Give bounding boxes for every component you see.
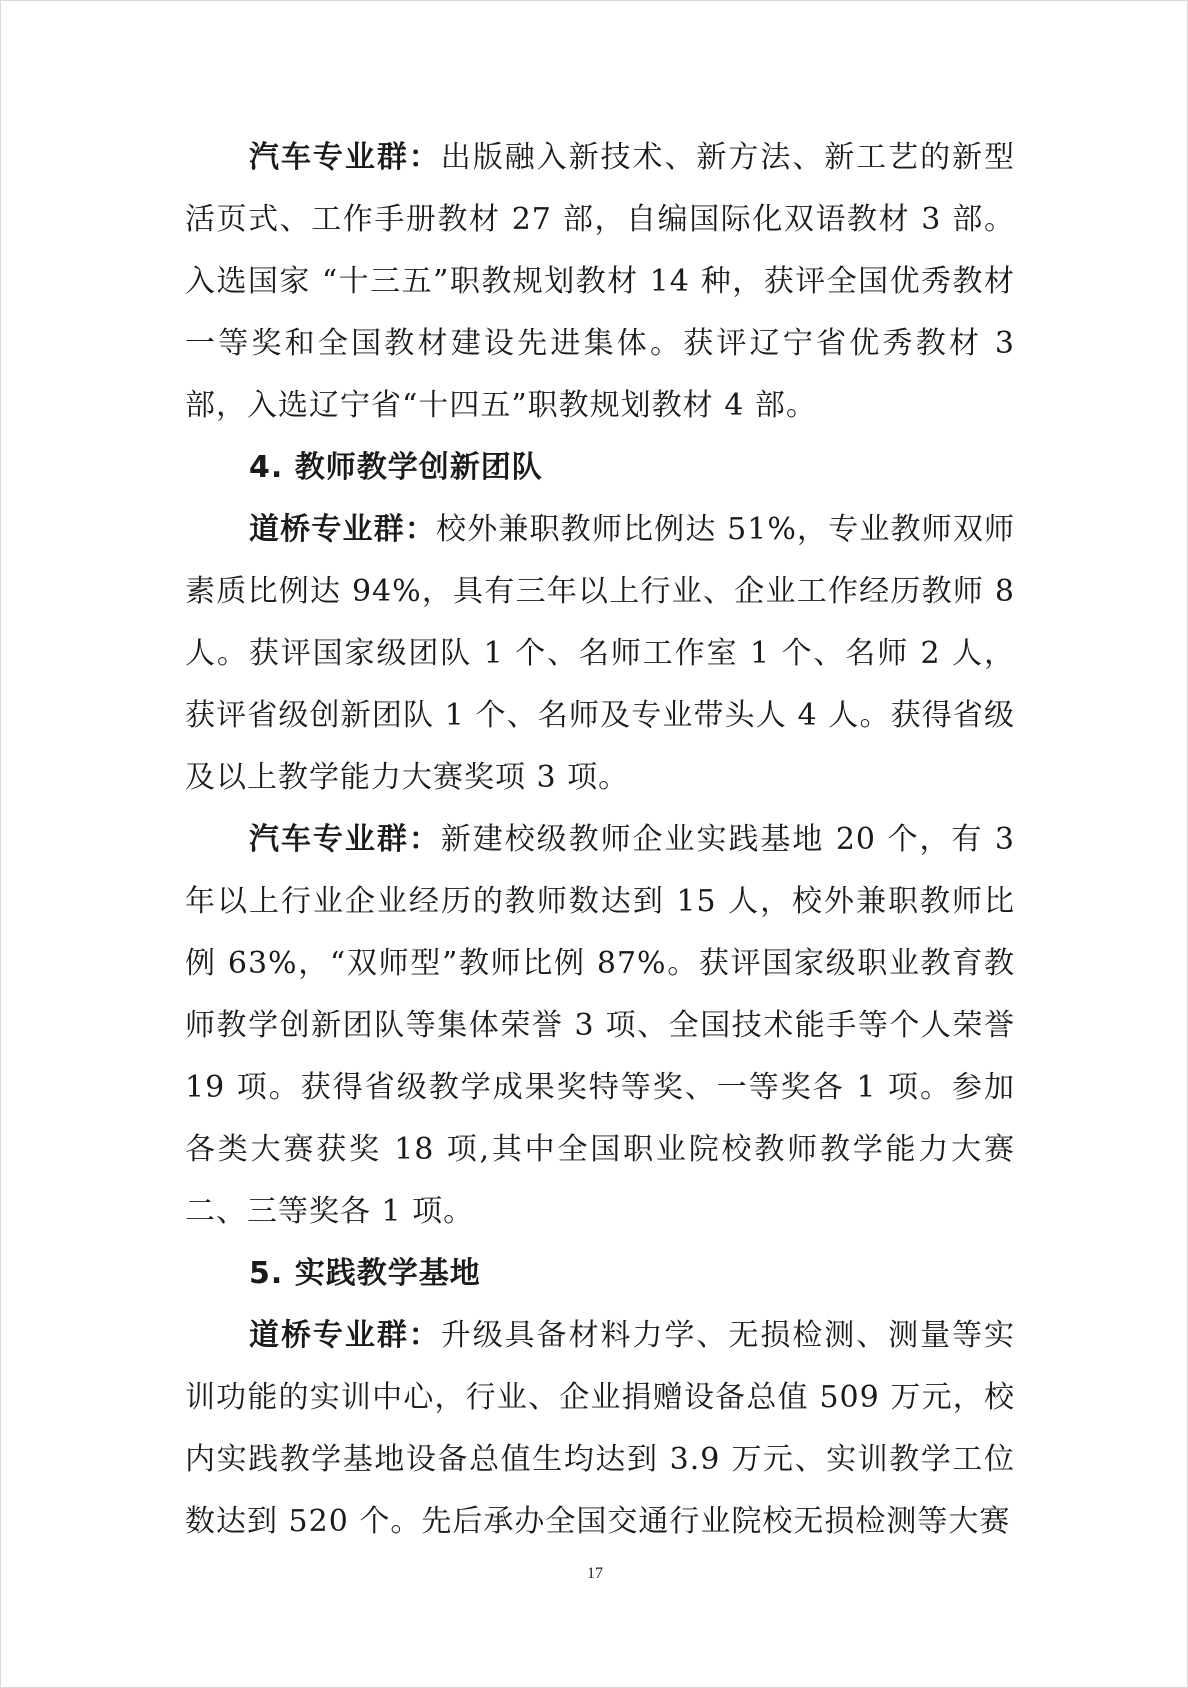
paragraph-text: 出版融入新技术、新方法、新工艺的新型活页式、工作手册教材 27 部，自编国际化双语教材 3 部。入选国家 “十三五”职教规划教材 14 种，获评全国优秀教材一等奖和全国教材建设先进集体。获评辽宁省优秀教材 3 部，入选辽宁省“十四五”职教规划教材 4 部。: [185, 140, 1016, 423]
paragraph-lead: 汽车专业群：: [249, 822, 441, 857]
section-heading-practice-base: 5. 实践教学基地: [249, 1256, 481, 1291]
paragraph-text: 校外兼职教师比例达 51%，专业教师双师素质比例达 94%，具有三年以上行业、企业工作经历教师 8 人。获评国家级团队 1 个、名师工作室 1 个、名师 2 人，获评省级创新团队 1 个、名师及专业带头人 4 人。获得省级及以上教学能力大赛奖项 3 项。: [185, 512, 1016, 795]
paragraph-text: 升级具备材料力学、无损检测、测量等实训功能的实训中心，行业、企业捐赠设备总值 509 万元，校内实践教学基地设备总值生均达到 3.9 万元、实训教学工位数达到 520 个。先后承办全国交通行业院校无损检测等大赛: [185, 1318, 1016, 1539]
section-heading-teaching-team: 4. 教师教学创新团队: [249, 450, 543, 485]
paragraph-road-bridge-team: [185, 499, 1015, 809]
page-number: 17: [587, 1565, 603, 1582]
paragraph-auto-team: [185, 809, 1015, 1243]
paragraph-lead: 道桥专业群：: [249, 512, 436, 547]
paragraph-auto-textbooks: [185, 127, 1015, 437]
paragraph-lead: 汽车专业群：: [249, 140, 441, 175]
paragraph-road-bridge-base: [185, 1305, 1015, 1553]
paragraph-text: 新建校级教师企业实践基地 20 个，有 3 年以上行业企业经历的教师数达到 15 人，校外兼职教师比例 63%，“双师型”教师比例 87%。获评国家级职业教育教师教学创新团队等集体荣誉 3 项、全国技术能手等个人荣誉 19 项。获得省级教学成果奖特等奖、一等奖各 1 项。参加各类大赛获奖 18 项,其中全国职业院校教师教学能力大赛二、三等奖各 1 项。: [185, 822, 1015, 1229]
document-body: [185, 127, 1015, 1553]
paragraph-lead: 道桥专业群：: [249, 1318, 441, 1353]
